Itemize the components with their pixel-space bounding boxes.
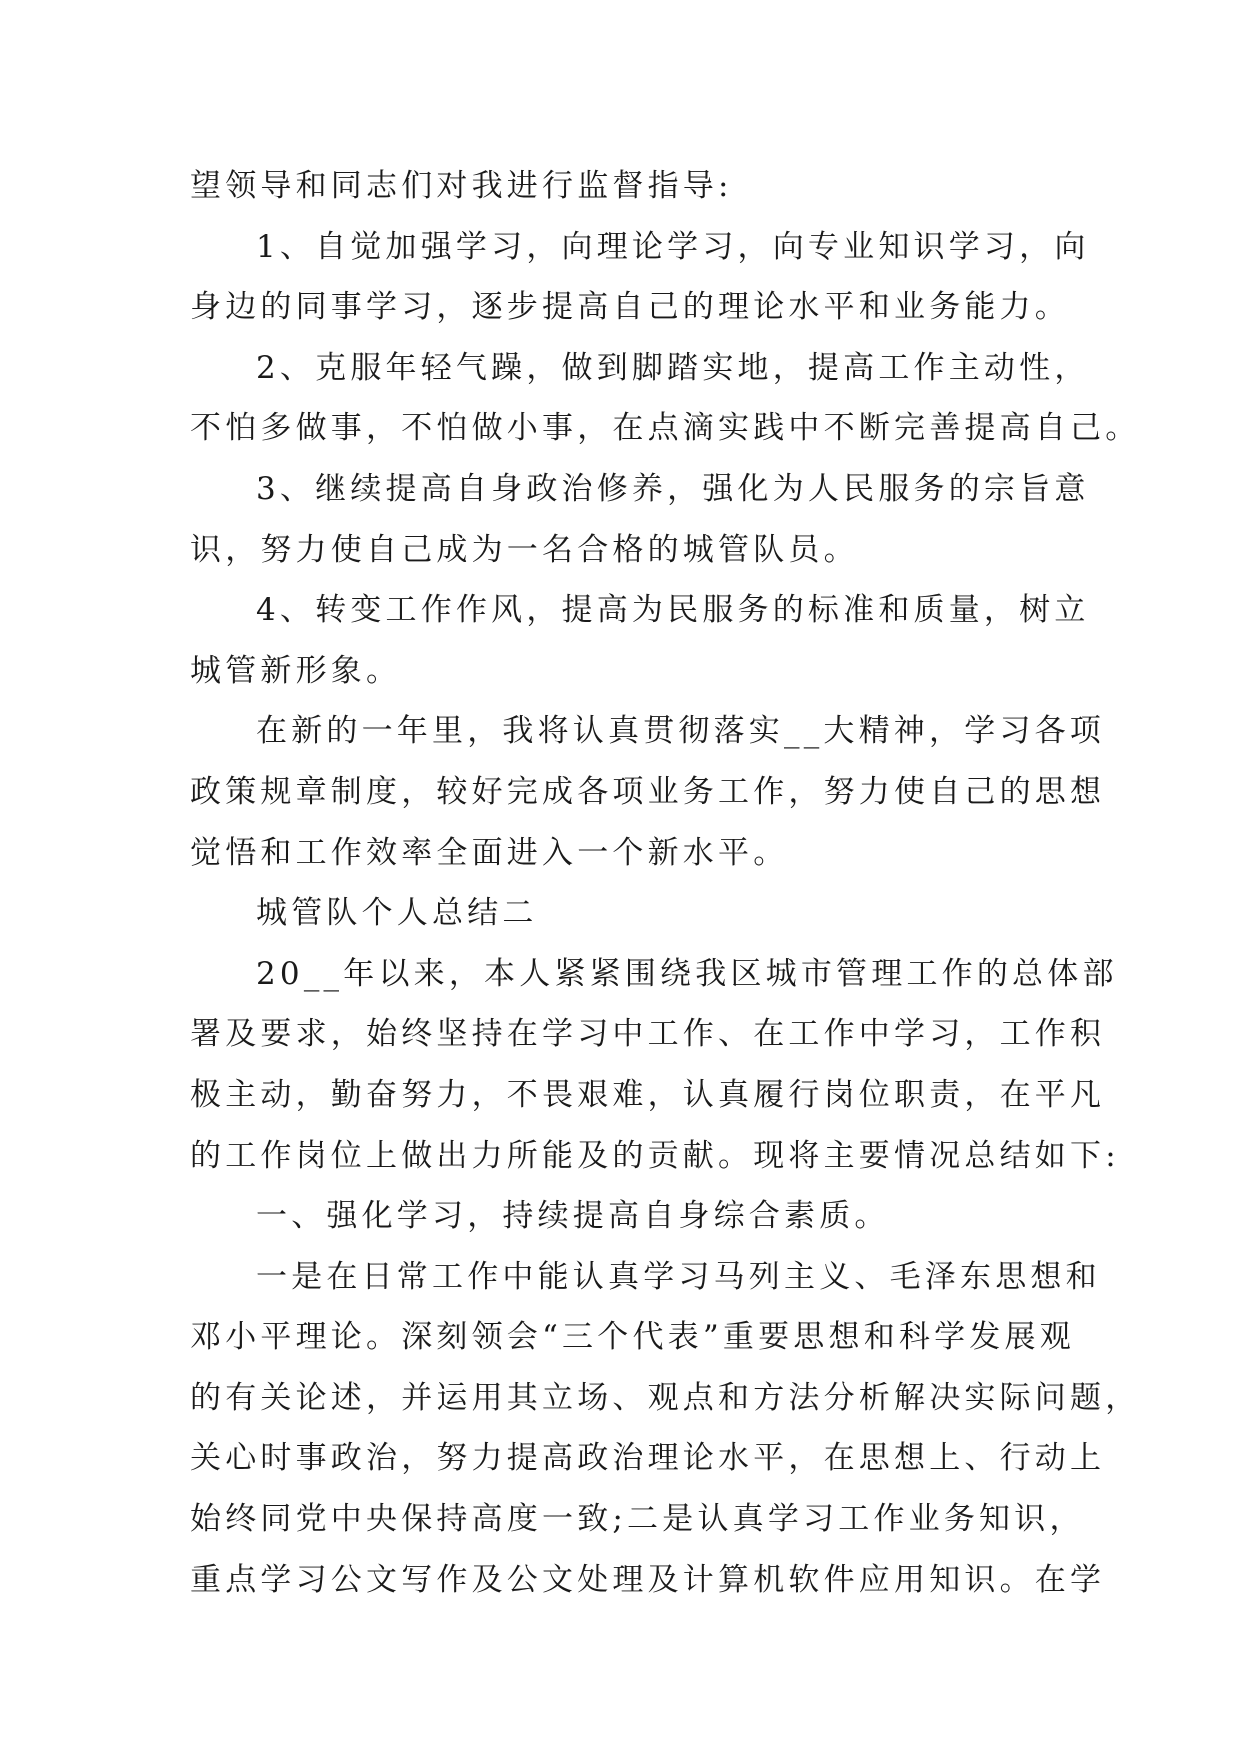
text-line: 政策规章制度，较好完成各项业务工作，努力使自己的思想 — [190, 773, 1106, 810]
text-line: 识，努力使自己成为一名合格的城管队员。 — [190, 531, 859, 568]
text-line: 邓小平理论。深刻领会“三个代表”重要思想和科学发展观 — [190, 1319, 1075, 1356]
text-line: 1、自觉加强学习，向理论学习，向专业知识学习，向 — [256, 228, 1090, 265]
text-line: 3、继续提高自身政治修养，强化为人民服务的宗旨意 — [256, 470, 1090, 507]
text-line: 一是在日常工作中能认真学习马列主义、毛泽东思想和 — [256, 1258, 1101, 1295]
text-line: 重点学习公文写作及公文处理及计算机软件应用知识。在学 — [190, 1561, 1106, 1598]
text-line: 望领导和同志们对我进行监督指导: — [190, 168, 733, 204]
text-line: 身边的同事学习，逐步提高自己的理论水平和业务能力。 — [190, 289, 1070, 326]
text-line: 的工作岗位上做出力所能及的贡献。现将主要情况总结如下: — [190, 1137, 1120, 1174]
text-line: 觉悟和工作效率全面进入一个新水平。 — [190, 834, 789, 871]
text-line: 极主动，勤奋努力，不畏艰难，认真履行岗位职责，在平凡 — [190, 1076, 1106, 1113]
text-line: 署及要求，始终坚持在学习中工作、在工作中学习，工作积 — [190, 1016, 1106, 1053]
text-line: 一、强化学习，持续提高自身综合素质。 — [256, 1198, 890, 1235]
text-line: 4、转变工作作风，提高为民服务的标准和质量，树立 — [256, 592, 1090, 629]
text-line: 20__年以来，本人紧紧围绕我区城市管理工作的总体部 — [256, 955, 1118, 992]
text-line: 的有关论述，并运用其立场、观点和方法分析解决实际问题， — [190, 1379, 1141, 1416]
text-line: 关心时事政治，努力提高政治理论水平，在思想上、行动上 — [190, 1440, 1106, 1477]
text-line: 2、克服年轻气躁，做到脚踏实地，提高工作主动性， — [256, 349, 1090, 386]
text-line: 城管新形象。 — [190, 652, 402, 689]
text-line: 城管队个人总结二 — [256, 895, 538, 932]
text-line: 不怕多做事，不怕做小事，在点滴实践中不断完善提高自己。 — [190, 410, 1141, 447]
text-line: 在新的一年里，我将认真贯彻落实__大精神，学习各项 — [256, 713, 1105, 750]
text-line: 始终同党中央保持高度一致;二是认真学习工作业务知识， — [190, 1501, 1085, 1538]
document-body — [190, 156, 1141, 1610]
